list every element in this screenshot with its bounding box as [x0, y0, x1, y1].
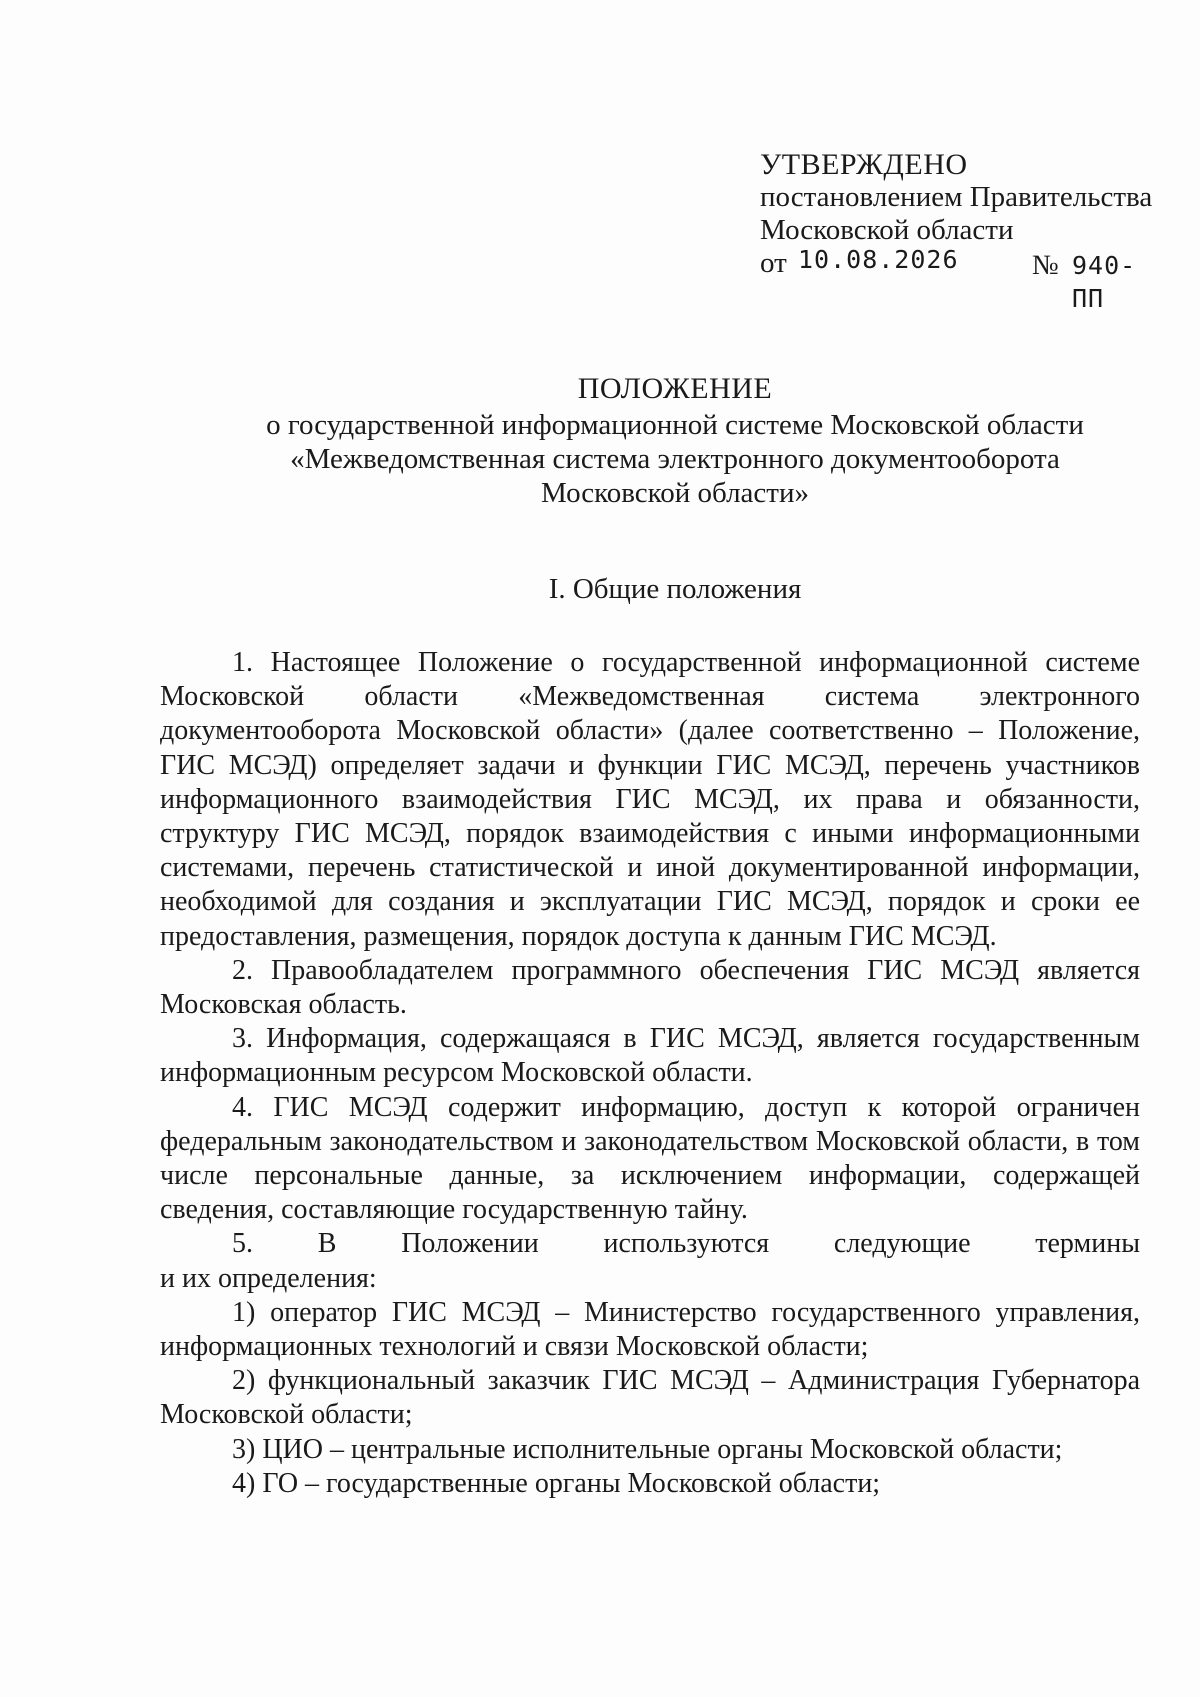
- terms-intro-line-2: и их определения:: [160, 1262, 377, 1294]
- document-title-block: [150, 372, 1200, 510]
- approval-date: 10.08.2026: [798, 245, 959, 274]
- term-3: 3) ЦИО – центральные исполнительные органы Московской области;: [232, 1433, 1063, 1465]
- title-line-2: «Межведомственная система электронного документооборота: [290, 443, 1060, 475]
- paragraph-3: 3. Информация, содержащаяся в ГИС МСЭД, является государственным информационным ресурсом Московской области.: [160, 1023, 1140, 1089]
- term-2: 2) функциональный заказчик ГИС МСЭД – Администрация Губернатора Московской области;: [160, 1365, 1140, 1431]
- document-body: [160, 646, 1140, 1501]
- section-heading: I. Общие положения: [548, 573, 802, 605]
- paragraph-2: 2. Правообладателем программного обеспечения ГИС МСЭД является Московская область.: [160, 954, 1140, 1021]
- paragraph-1: 1. Настоящее Положение о государственной информационной системе Московской области «Межведомственная система электронного документооборота Московской области» (далее соответственно – Положение, ГИС МСЭД) определяет задачи и функции ГИС МСЭД, перечень участников информационного взаимодействия ГИС МСЭД, их права и обязанности, структуру ГИС МСЭД, порядок взаимодействия с иными информационными системами, перечень статистической и иной документированной информации, необходимой для создания и эксплуатации ГИС МСЭД, порядок и сроки ее предоставления, размещения, порядок доступа к данным ГИС МСЭД.: [160, 647, 1140, 952]
- paragraph-4: 4. ГИС МСЭД содержит информацию, доступ к которой ограничен федеральным законодательством и законодательством Московской области, в том числе персональные данные, за исключением информации, содержащей сведения, составляющие государственную тайну.: [160, 1091, 1140, 1226]
- document-title: ПОЛОЖЕНИЕ: [577, 372, 773, 405]
- terms-intro-line-1: 5. В Положении используются следующие термины: [232, 1228, 1140, 1260]
- approval-stamp: [760, 148, 1160, 313]
- title-line-3: Московской области»: [541, 477, 809, 509]
- number-symbol: №: [1032, 250, 1059, 281]
- term-4: 4) ГО – государственные органы Московской области;: [232, 1467, 881, 1499]
- title-line-1: о государственной информационной системе Московской области: [266, 409, 1084, 441]
- approval-line-2: Московской области: [760, 214, 1014, 246]
- approval-date-row: [760, 245, 1160, 313]
- date-prefix: от: [760, 247, 787, 279]
- approval-heading: УТВЕРЖДЕНО: [760, 148, 968, 181]
- approval-number: 940-ПП: [1072, 251, 1137, 313]
- approval-line-1: постановлением Правительства: [760, 181, 1153, 213]
- term-1: 1) оператор ГИС МСЭД – Министерство государственного управления, информационных технологий и связи Московской области;: [160, 1296, 1140, 1363]
